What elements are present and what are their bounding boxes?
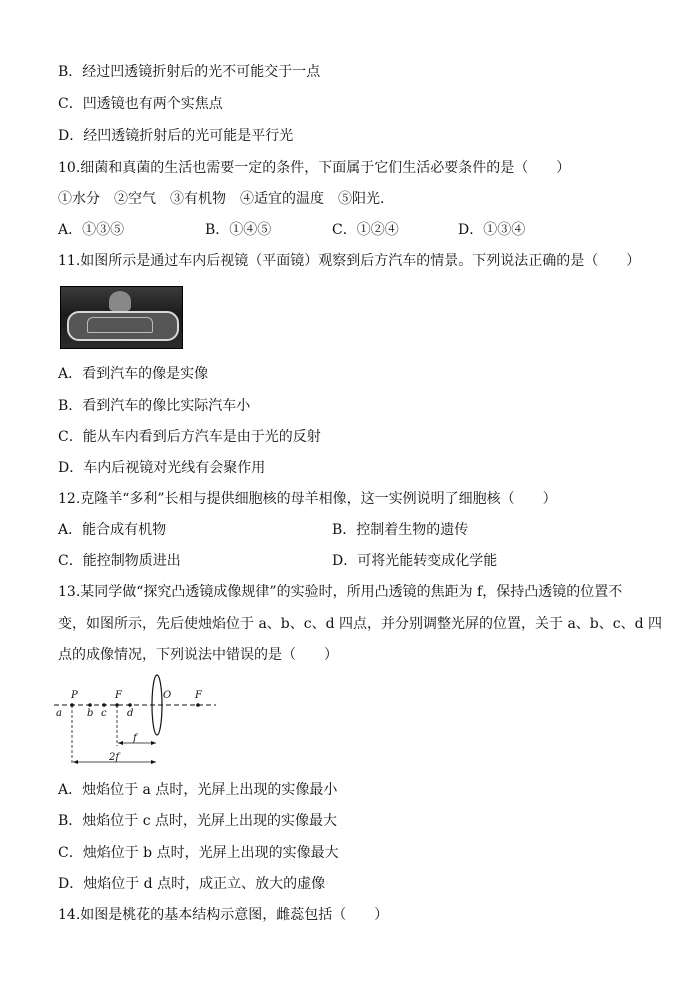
q13-option-c: C．烛焰位于 b 点时，光屏上出现的实像最大	[58, 845, 339, 861]
q13-stem-line1: 13.某同学做“探究凸透镜成像规律”的实验时，所用凸透镜的焦距为 f，保持凸透镜的位置不	[58, 584, 623, 600]
q9-option-b: B．经过凹透镜折射后的光不可能交于一点	[58, 64, 321, 80]
q12-option-c: C．能控制物质进出	[58, 553, 181, 569]
label-a: a	[56, 708, 62, 719]
label-d: d	[127, 708, 134, 719]
q14-stem: 14.如图是桃花的基本结构示意图，雌蕊包括（ ）	[58, 907, 389, 923]
q11-option-a: A．看到汽车的像是实像	[58, 366, 209, 382]
label-c: c	[101, 708, 107, 719]
q12-option-b: B．控制着生物的遗传	[332, 522, 469, 538]
q12-stem: 12.克隆羊“多利”长相与提供细胞核的母羊相像，这一实例说明了细胞核（ ）	[58, 491, 557, 507]
rearview-mirror-photo	[60, 286, 183, 349]
q12-option-d: D．可将光能转变成化学能	[332, 553, 498, 569]
label-b: b	[87, 708, 94, 719]
label-2f: 2f	[109, 752, 120, 763]
point-b	[88, 703, 92, 707]
point-c	[102, 703, 106, 707]
q10-option-b: B．①④⑤	[205, 222, 272, 238]
q10-option-c: C．①②④	[332, 222, 399, 238]
q12-option-a: A．能合成有机物	[58, 522, 167, 538]
point-d	[128, 703, 132, 707]
point-f-right	[196, 703, 200, 707]
q9-option-c: C．凹透镜也有两个实焦点	[58, 96, 223, 112]
q9-option-d: D．经凹透镜折射后的光可能是平行光	[58, 128, 294, 144]
reflected-car	[87, 317, 153, 333]
q11-stem: 11.如图所示是通过车内后视镜（平面镜）观察到后方汽车的情景。下列说法正确的是（ ）	[58, 253, 641, 269]
label-f-left: F	[115, 690, 122, 701]
mirror-mount	[109, 291, 131, 311]
q13-option-b: B．烛焰位于 c 点时，光屏上出现的实像最大	[58, 813, 338, 829]
label-f-right: F	[195, 690, 202, 701]
q11-option-b: B．看到汽车的像比实际汽车小	[58, 398, 251, 414]
label-p: P	[71, 690, 78, 701]
q10-stem: 10.细菌和真菌的生活也需要一定的条件，下面属于它们生活必要条件的是（ ）	[58, 160, 571, 176]
q10-conditions: ①水分 ②空气 ③有机物 ④适宜的温度 ⑤阳光．	[58, 191, 394, 207]
q11-option-d: D．车内后视镜对光线有会聚作用	[58, 460, 266, 476]
q13-option-d: D．烛焰位于 d 点时，成正立、放大的虚像	[58, 876, 326, 892]
q10-option-a: A．①③⑤	[58, 222, 125, 238]
q13-stem-line3: 点的成像情况，下列说法中错误的是（ ）	[58, 647, 338, 663]
q13-option-a: A．烛焰位于 a 点时，光屏上出现的实像最小	[58, 782, 338, 798]
q11-option-c: C．能从车内看到后方汽车是由于光的反射	[58, 429, 321, 445]
lens-diagram	[52, 674, 222, 770]
q10-option-d: D．①③④	[458, 222, 526, 238]
q13-stem-line2: 变，如图所示，先后使烛焰位于 a、b、c、d 四点，并分别调整光屏的位置，关于 a、b、c、d 四	[58, 616, 663, 632]
label-o: O	[163, 690, 172, 701]
label-f: f	[133, 733, 137, 744]
